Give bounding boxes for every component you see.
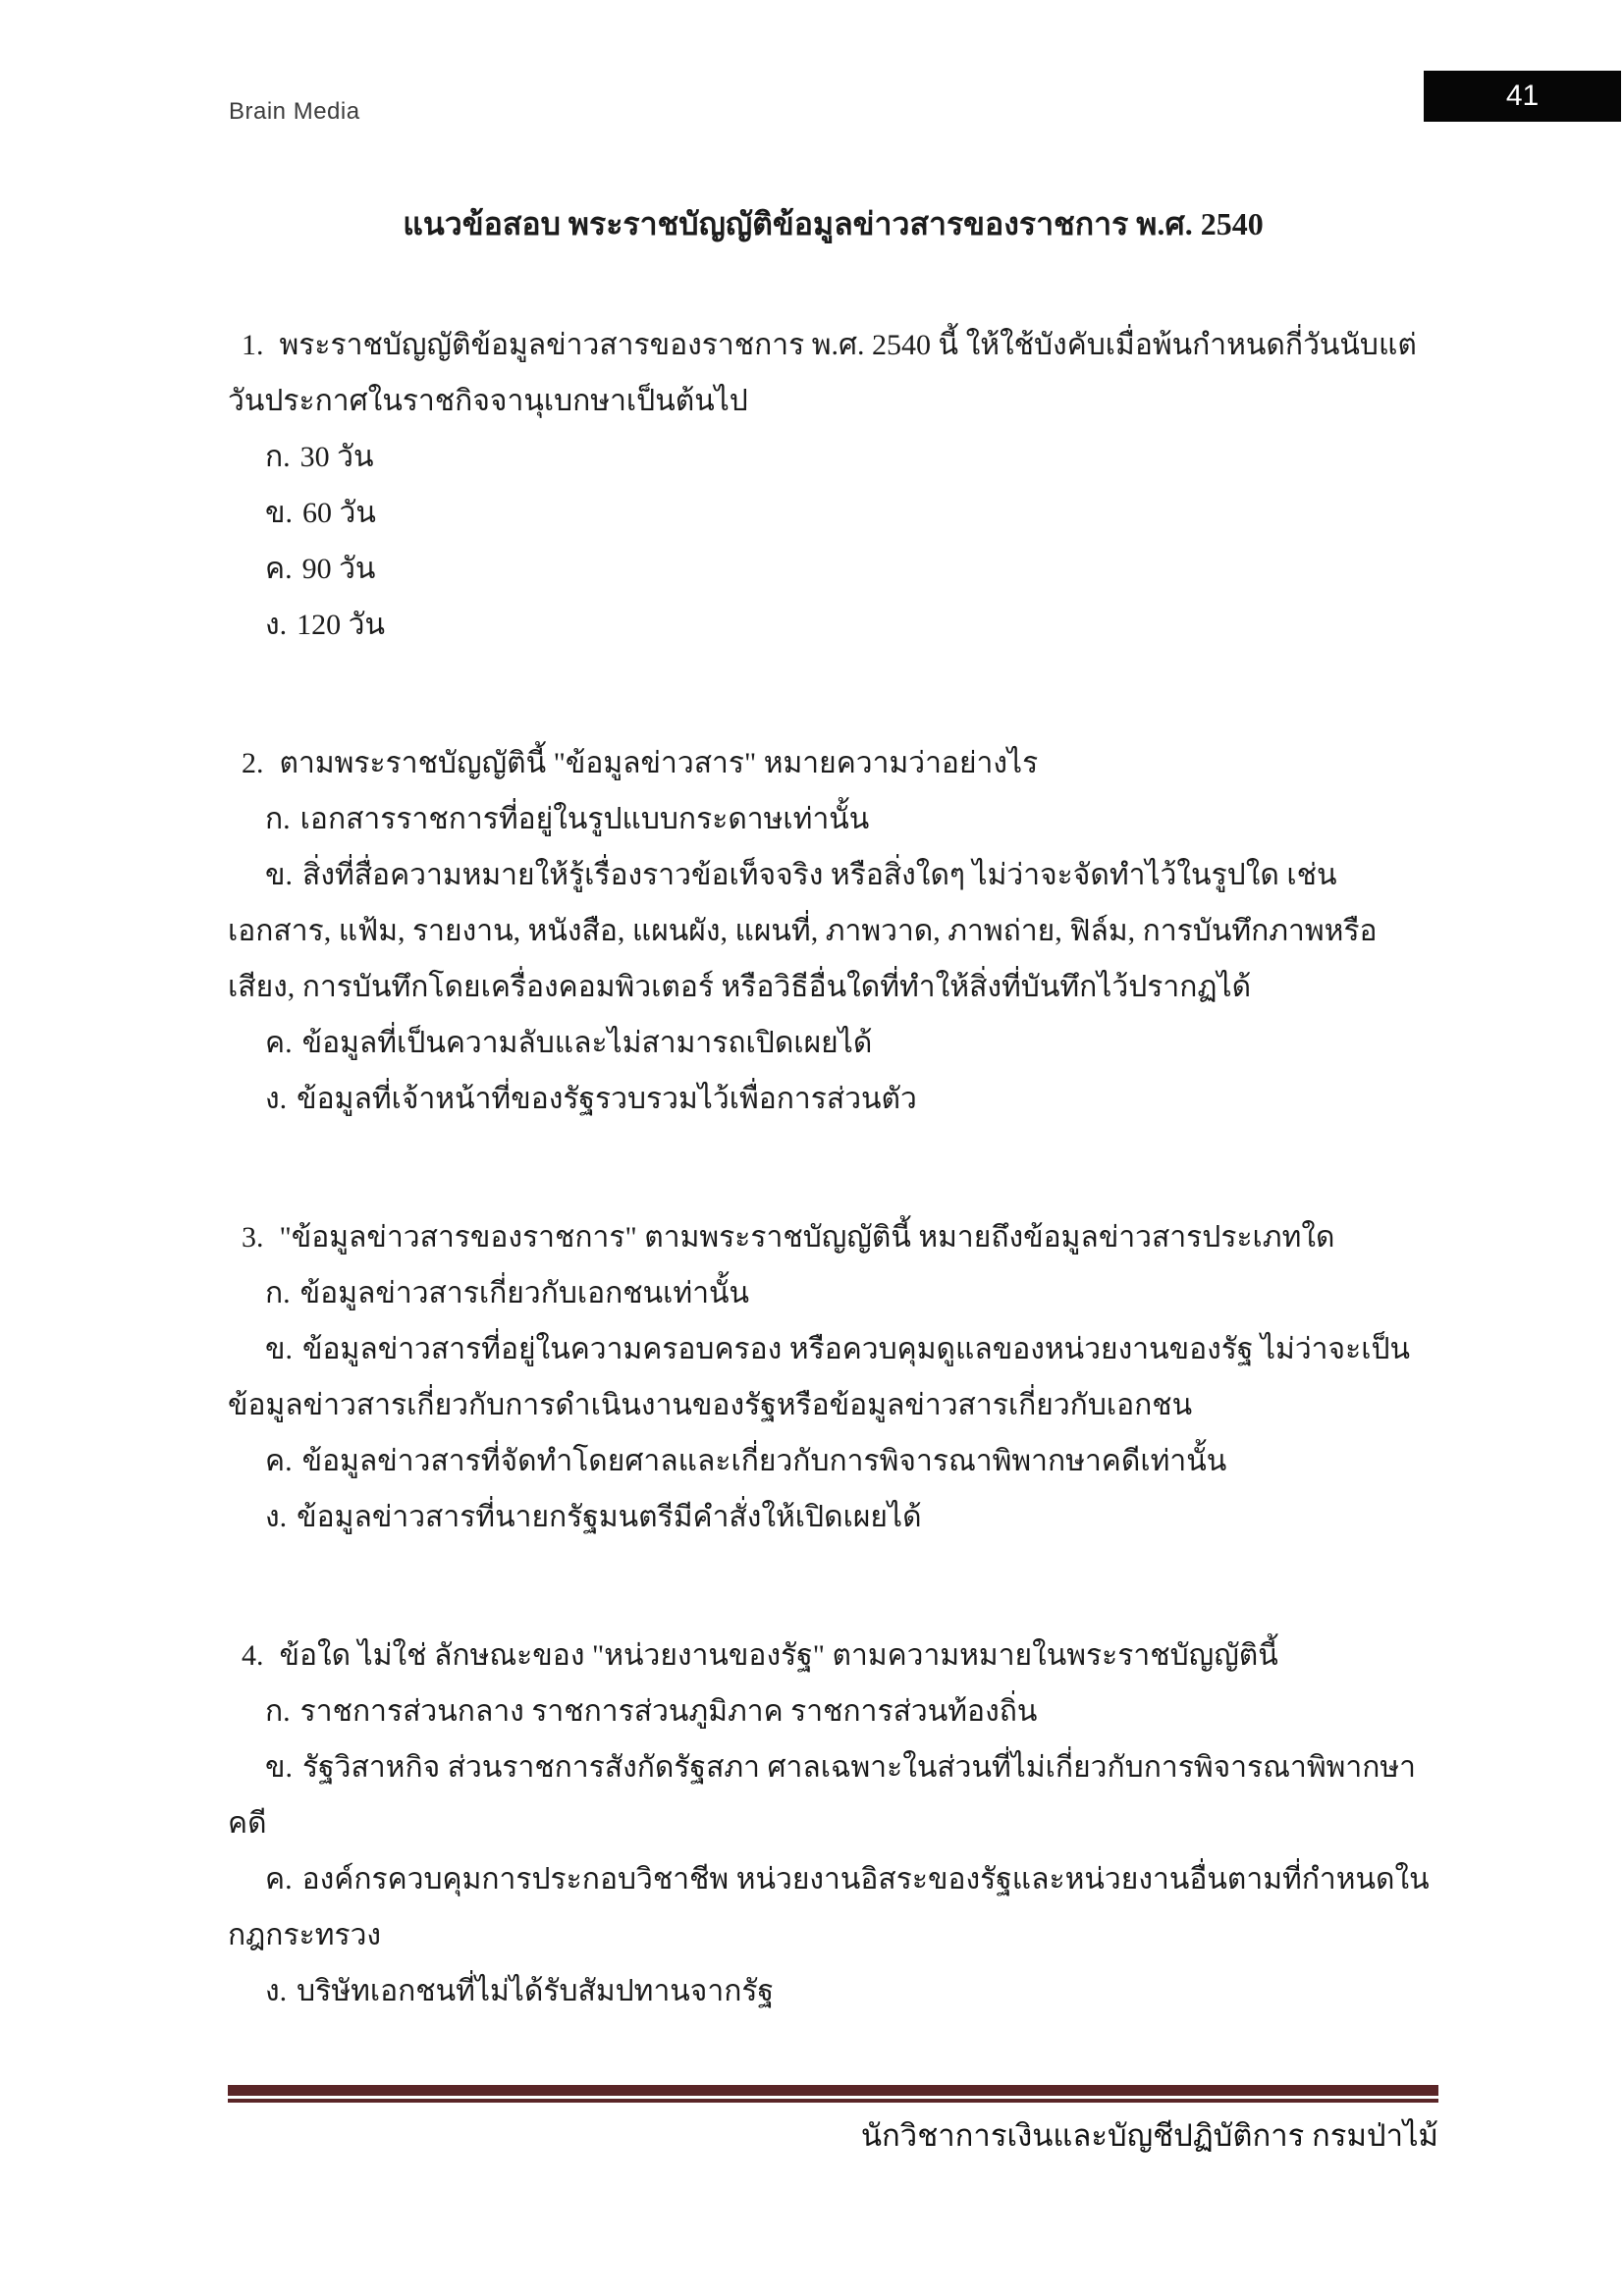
choice-label: ข.: [265, 1333, 294, 1365]
question-body: "ข้อมูลข่าวสารของราชการ" ตามพระราชบัญญัตินี้ หมายถึงข้อมูลข่าวสารประเภทใด: [279, 1221, 1335, 1254]
choice-text: เอกสารราชการที่อยู่ในรูปแบบกระดาษเท่านั้น: [299, 803, 870, 835]
choice-label: ค.: [265, 1863, 293, 1896]
brand-text: Brain Media: [229, 98, 360, 125]
choice-label: ค.: [265, 1445, 293, 1477]
page-title: แนวข้อสอบ พระราชบัญญัติข้อมูลข่าวสารของราชการ พ.ศ. 2540: [403, 206, 1264, 241]
choice-option: [228, 847, 1438, 1015]
choice-option: [228, 1265, 1438, 1321]
question-number: 3.: [242, 1221, 264, 1254]
question-body: ตามพระราชบัญญัตินี้ "ข้อมูลข่าวสาร" หมายความว่าอย่างไร: [279, 747, 1039, 779]
choice-text: 30 วัน: [299, 441, 374, 473]
choice-option: [228, 1433, 1438, 1489]
choice-option: [228, 791, 1438, 847]
question-text: [228, 317, 1438, 429]
choice-label: ก.: [265, 1277, 291, 1309]
choice-label: ง.: [265, 1975, 288, 2007]
choice-label: ข.: [265, 497, 294, 529]
page-number: 41: [1505, 80, 1540, 112]
choice-text: ข้อมูลข่าวสารที่นายกรัฐมนตรีมีคำสั่งให้เปิดเผยได้: [297, 1501, 922, 1533]
choice-option: [228, 1851, 1438, 1963]
choice-text: ข้อมูลข่าวสารที่อยู่ในความครอบครอง หรือควบคุมดูแลของหน่วยงานของรัฐ ไม่ว่าจะเป็นข้อมูลข่าวสารเกี่ยวกับการดำเนินงานของรัฐหรือข้อมูลข่าวสารเกี่ยวกับเอกชน: [228, 1333, 1411, 1421]
choice-text: ข้อมูลข่าวสารที่จัดทำโดยศาลและเกี่ยวกับการพิจารณาพิพากษาคดีเท่านั้น: [301, 1445, 1227, 1477]
question-body: พระราชบัญญัติข้อมูลข่าวสารของราชการ พ.ศ. 2540 นี้ ให้ใช้บังคับเมื่อพ้นกำหนดกี่วันนับแต่วันประกาศในราชกิจจานุเบกษาเป็นต้นไป: [228, 329, 1417, 417]
choice-option: [228, 1739, 1438, 1851]
footer-rule-thin: [228, 2099, 1438, 2103]
choice-label: ข.: [265, 859, 294, 891]
question-body: ข้อใด ไม่ใช่ ลักษณะของ "หน่วยงานของรัฐ" ตามความหมายในพระราชบัญญัตินี้: [279, 1639, 1278, 1672]
choice-label: ค.: [265, 1027, 293, 1059]
choice-text: ราชการส่วนกลาง ราชการส่วนภูมิภาค ราชการส่วนท้องถิ่น: [299, 1695, 1038, 1728]
choice-label: ง.: [265, 609, 288, 641]
choice-text: บริษัทเอกชนที่ไม่ได้รับสัมปทานจากรัฐ: [297, 1975, 775, 2007]
choice-text: ข้อมูลข่าวสารเกี่ยวกับเอกชนเท่านั้น: [299, 1277, 750, 1309]
question-number: 1.: [242, 329, 264, 361]
question-number: 4.: [242, 1639, 264, 1672]
footer-credit: นักวิชาการเงินและบัญชีปฏิบัติการ กรมป่าไม้: [860, 2118, 1438, 2153]
question-4: [228, 1628, 1438, 2019]
choice-label: ง.: [265, 1083, 288, 1115]
choice-text: 120 วัน: [297, 609, 386, 641]
choice-text: ข้อมูลที่เป็นความลับและไม่สามารถเปิดเผยได้: [301, 1027, 873, 1059]
question-text: [228, 735, 1438, 791]
choice-option: [228, 1321, 1438, 1433]
question-text: [228, 1628, 1438, 1683]
choice-text: 60 วัน: [302, 497, 376, 529]
footer-rule-thick: [228, 2085, 1438, 2096]
page-number-badge: [1424, 71, 1621, 122]
choice-option: [228, 429, 1438, 485]
question-text: [228, 1209, 1438, 1265]
choice-label: ง.: [265, 1501, 288, 1533]
question-1: [228, 317, 1438, 653]
page-footer: [228, 2085, 1438, 2160]
choice-option: [228, 1071, 1438, 1127]
choice-option: [228, 1963, 1438, 2019]
choice-text: องค์กรควบคุมการประกอบวิชาชีพ หน่วยงานอิสระของรัฐและหน่วยงานอื่นตามที่กำหนดในกฎกระทรวง: [228, 1863, 1430, 1951]
choice-label: ก.: [265, 441, 291, 473]
choice-option: [228, 597, 1438, 653]
choice-text: รัฐวิสาหกิจ ส่วนราชการสังกัดรัฐสภา ศาลเฉพาะในส่วนที่ไม่เกี่ยวกับการพิจารณาพิพากษาคดี: [228, 1751, 1417, 1840]
choice-label: ก.: [265, 803, 291, 835]
choice-option: [228, 1015, 1438, 1071]
choice-option: [228, 1683, 1438, 1739]
choice-option: [228, 541, 1438, 597]
question-number: 2.: [242, 747, 264, 779]
question-3: [228, 1209, 1438, 1545]
choice-text: สิ่งที่สื่อความหมายให้รู้เรื่องราวข้อเท็จจริง หรือสิ่งใดๆ ไม่ว่าจะจัดทำไว้ในรูปใด เช่น เอกสาร, แฟ้ม, รายงาน, หนังสือ, แผนผัง, แผนที่, ภาพวาด, ภาพถ่าย, ฟิล์ม, การบันทึกภาพหรือเสียง, การบันทึกโดยเครื่องคอมพิวเตอร์ หรือวิธีอื่นใดที่ทำให้สิ่งที่บันทึกไว้ปรากฏได้: [228, 859, 1378, 1003]
question-2: [228, 735, 1438, 1127]
choice-label: ข.: [265, 1751, 294, 1784]
choice-label: ค.: [265, 553, 293, 585]
document-body: [228, 0, 1438, 2019]
choice-text: ข้อมูลที่เจ้าหน้าที่ของรัฐรวบรวมไว้เพื่อการส่วนตัว: [297, 1083, 917, 1115]
choice-label: ก.: [265, 1695, 291, 1728]
choice-option: [228, 1489, 1438, 1545]
choice-option: [228, 485, 1438, 541]
choice-text: 90 วัน: [301, 553, 376, 585]
